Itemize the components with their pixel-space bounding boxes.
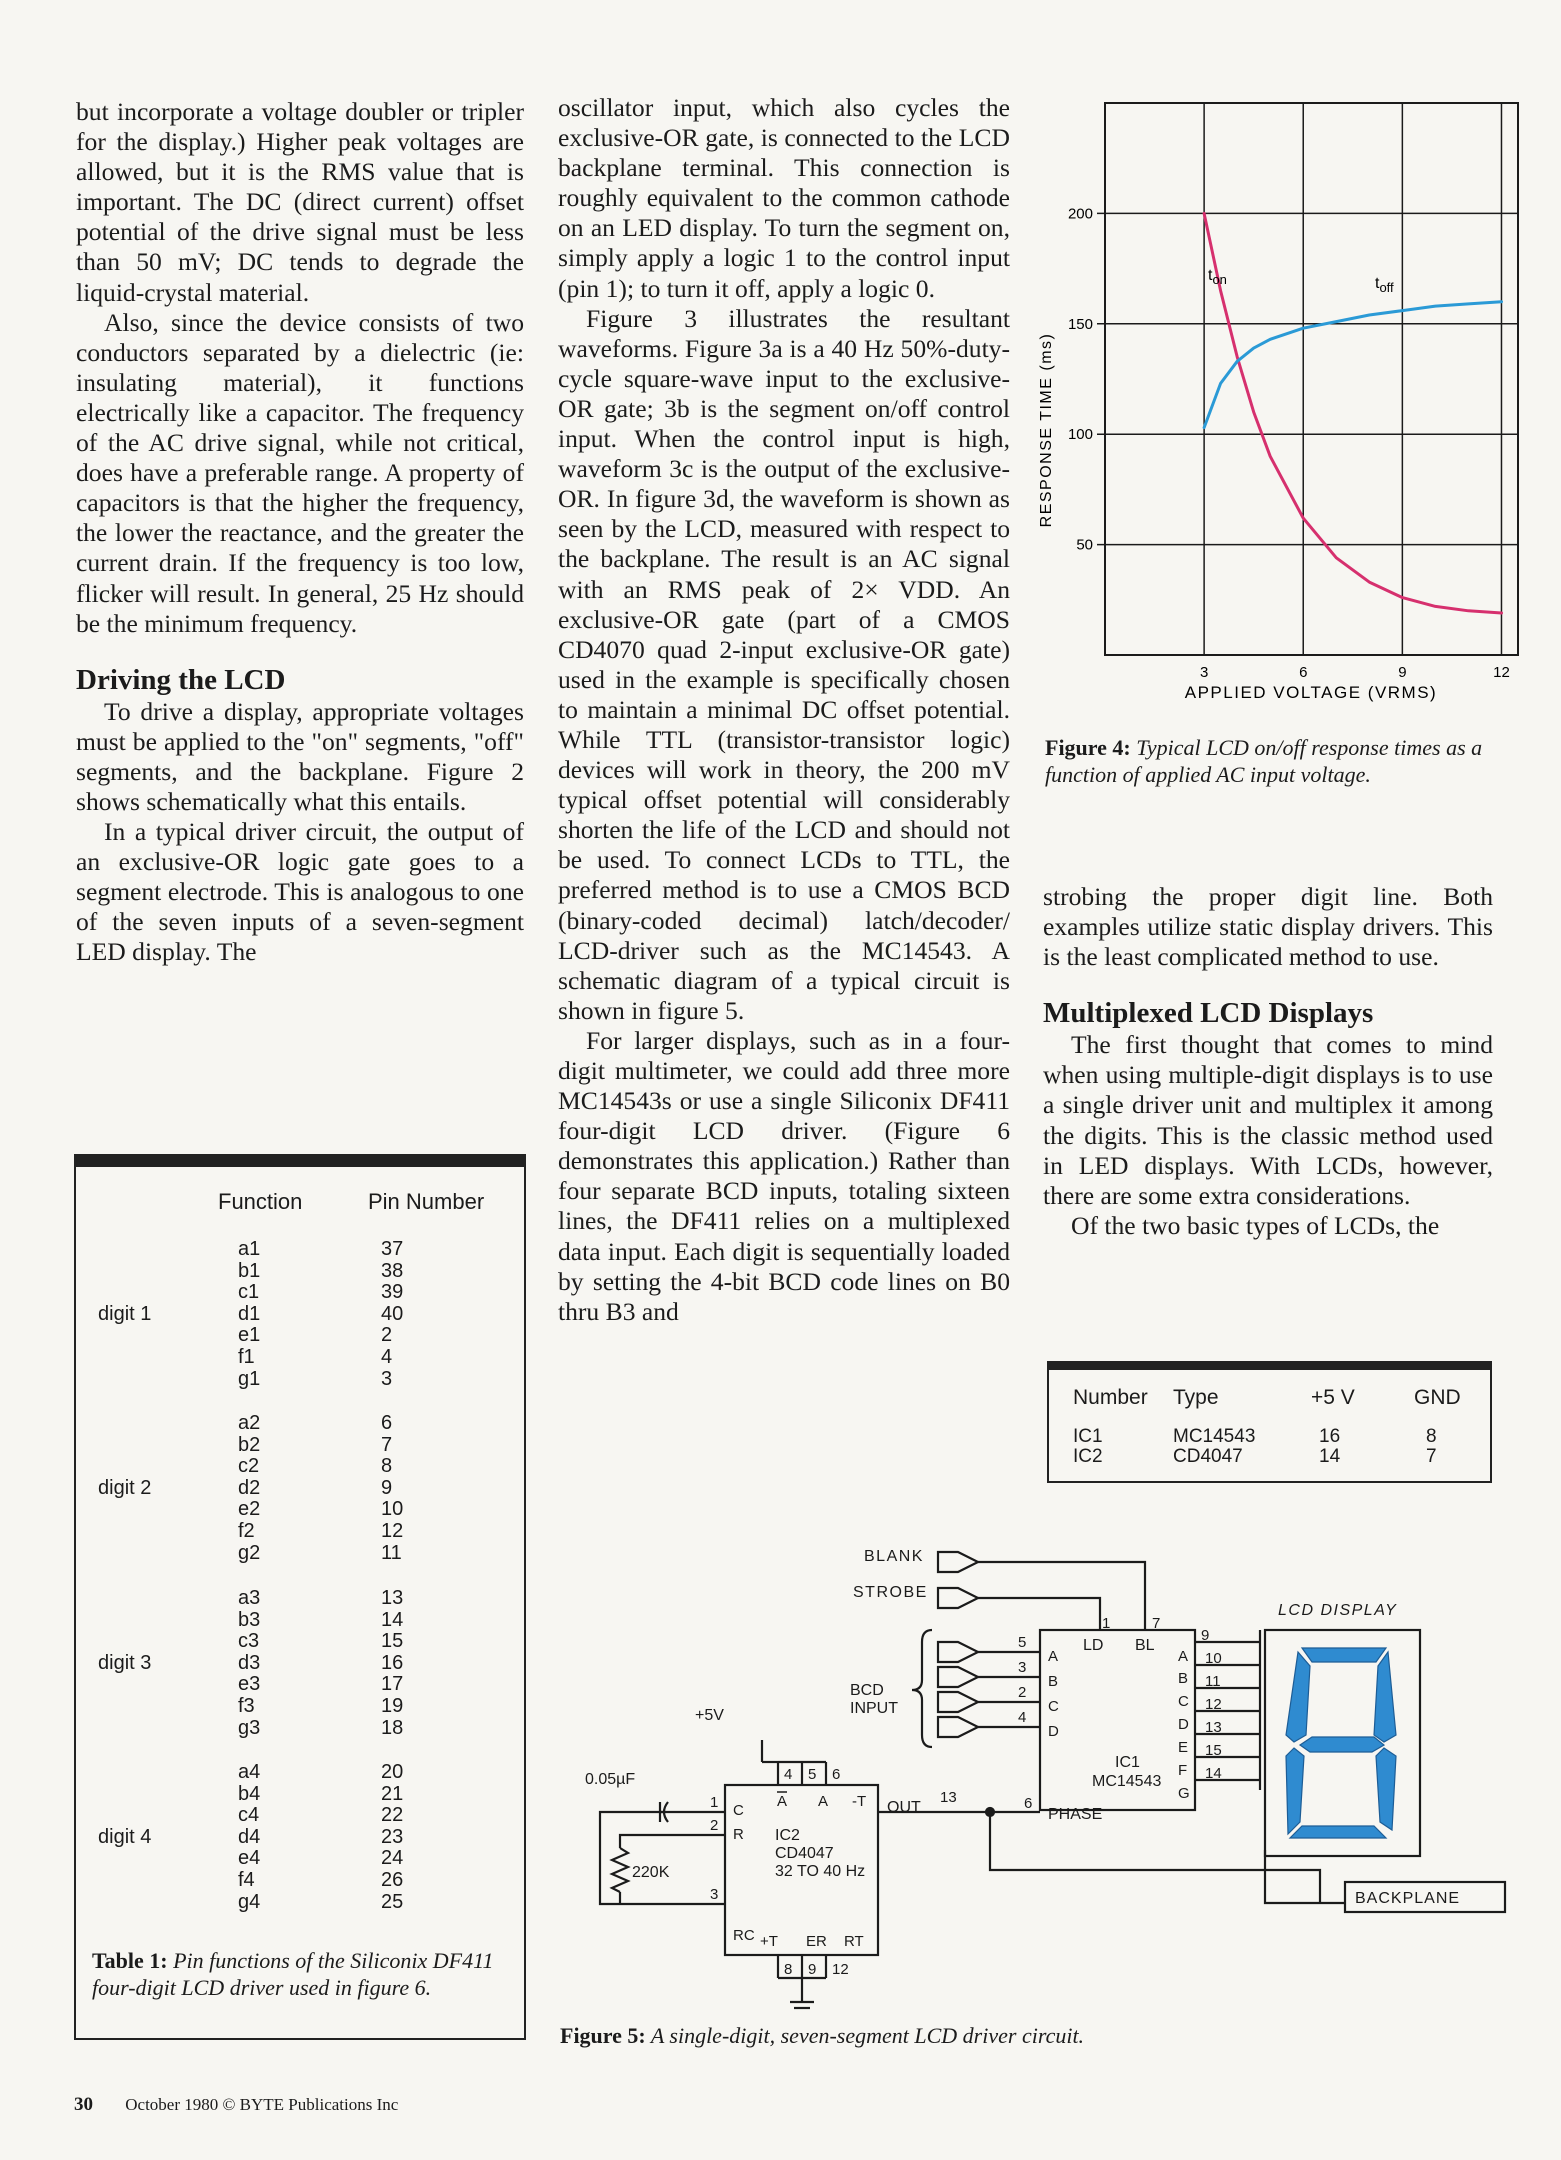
svg-text:D: D [1048,1723,1059,1740]
cap-label: 0.05µF [585,1771,636,1788]
page-footer [74,2094,398,2116]
paragraph: For larger displays, such as in a four-digit multimeter, we could add three more MC14543s or use a single Siliconix DF411 four-digit LCD driver. (Figure 6 demonstrates this application.) Rather than four separate BCD inputs, totaling sixteen lines, the DF411 relies on a multiplexed data input. Each digit is sequentially loaded by setting the 4-bit BCD code lines on B0 thru B3 and [558,1025,1010,1326]
digit-label: digit 2 [98,1476,152,1499]
pin-cell: 18 [381,1716,404,1739]
svg-text:1: 1 [1102,1615,1111,1632]
table2-power-pins [1047,1361,1492,1483]
svg-text:9: 9 [1201,1627,1210,1644]
pin-cell: 6 [381,1412,393,1434]
pin-cell: 22 [381,1804,404,1827]
figure5-caption [560,2022,1360,2049]
paragraph: Of the two basic types of LCDs, the [1071,1210,1440,1240]
svg-text:E: E [1178,1739,1189,1756]
x-axis-label: APPLIED VOLTAGE (VRMS) [1184,683,1438,702]
svg-text:11: 11 [1205,1673,1221,1690]
out-label: OUT [887,1799,921,1816]
table2-cell: IC2 [1073,1446,1103,1467]
svg-text:A: A [1048,1648,1059,1665]
svg-text:D: D [1178,1716,1189,1733]
svg-text:3: 3 [710,1886,719,1903]
paragraph: but incorporate a voltage doubler or tripler for the display.) Higher peak voltages are allowed, but it is the RMS value that is important. The DC (direct current) offset potential of the drive signal must be less than 50 mV; DC tends to degrade the liquid-crystal material. [76,97,524,307]
svg-text:12: 12 [832,1961,849,1978]
function-cell: e3 [238,1673,261,1696]
pin-cell: 26 [381,1869,404,1891]
table2-cell: MC14543 [1173,1426,1256,1447]
svg-text:C: C [1178,1693,1189,1710]
svg-text:B: B [1048,1673,1059,1690]
function-cell: e2 [238,1498,261,1521]
function-cell: c1 [238,1281,260,1304]
pin-cell: 11 [381,1541,402,1564]
function-cell: f2 [238,1520,255,1542]
backplane-label: BACKPLANE [1355,1890,1461,1907]
svg-text:C: C [1048,1698,1059,1715]
ton-label: $t_{on}$ [1208,267,1227,287]
paragraph: oscillator input, which also cycles the exclusive-OR gate, is connected to the LCD backplane terminal. This connection is roughly equivalent to the common cathode on an LED display. To turn the segment on, simply apply a logic 1 to the control input (pin 1); to turn it off, apply a logic 0. [558,93,1010,303]
pin-cell: 21 [381,1782,404,1805]
svg-text:1: 1 [710,1794,719,1811]
svg-text:B: B [1178,1670,1189,1687]
svg-text:C: C [733,1802,744,1819]
ic1-label: IC1 [1115,1754,1140,1771]
column-1 [76,97,524,968]
column-header-pin: Pin Number [368,1189,485,1214]
paragraph: strobing the proper digit line. Both examples utilize static display drivers. This is the least complicated method to use. [1043,882,1493,972]
pin-cell: 40 [381,1302,404,1325]
function-cell: f1 [238,1346,255,1368]
svg-text:RT: RT [844,1933,864,1950]
digit-label: digit 3 [98,1651,152,1674]
paragraph: In a typical driver circuit, the output of an exclusive-OR logic gate goes to a segment electrode. This is analogous to one of the seven inputs of a seven-segment LED display. The [76,817,524,967]
table2-cell: 16 [1319,1426,1341,1447]
function-cell: e4 [238,1847,261,1870]
table2-cell: 14 [1319,1446,1341,1467]
phase-label: PHASE [1048,1806,1103,1823]
pin-cell: 8 [381,1455,393,1478]
svg-text:12: 12 [1205,1696,1222,1713]
table1-caption-text: Pin functions of the Siliconix DF411 four-digit LCD driver used in figure 6. [92,1948,494,2000]
y-tick-label: 100 [1067,426,1093,444]
svg-text:2: 2 [710,1817,719,1834]
plot-frame [1105,103,1518,655]
response-time-chart [1030,95,1510,715]
paragraph: Figure 3 illustrates the resultant waveforms. Figure 3a is a 40 Hz 50%-duty-cycle square-wave input to the exclusive-OR gate; 3b is the segment on/off control input. When the control input is high, waveform 3c is the output of the exclusive-OR. In figure 3d, the waveform is shown as seen by the LCD, measured with respect to the backplane. The result is an AC signal with an RMS peak of 2× VDD. An exclusive-OR gate (part of a CMOS CD4070 quad 2-input exclusive-OR gate) used in the example is specifically chosen to maintain a minimal DC offset potential. While TTL (transistor-transistor logic) devices will work in theory, the 200 mV typical offset potential will considerably shorten the life of the LCD and should not be used. To connect LCDs to TTL, the preferred method is to use a CMOS BCD (binary-coded decimal) latch/decoder/ LCD-driver such as the MC14543. A schematic diagram of a typical circuit is shown in figure 5. [558,303,1010,1025]
svg-text:-T: -T [852,1793,867,1810]
pin-cell: 20 [381,1761,404,1783]
y-tick-label: 50 [1076,536,1093,554]
svg-text:7: 7 [1152,1615,1161,1632]
ld-label: LD [1083,1637,1104,1654]
pin-cell: 13 [381,1587,404,1609]
function-cell: g2 [238,1541,261,1564]
function-cell: a1 [238,1238,261,1260]
header-type: Type [1173,1386,1219,1409]
blank-buffer [938,1552,978,1572]
pin-cell: 19 [381,1695,404,1717]
svg-text:2: 2 [1018,1684,1027,1701]
svg-text:3: 3 [1018,1659,1027,1676]
pin-cell: 24 [381,1847,404,1870]
bcd-buffer-d [938,1717,978,1737]
header-number: Number [1073,1386,1148,1409]
column-header-function: Function [218,1189,303,1214]
resistor-label: 220K [632,1864,670,1881]
column-3 [1043,882,1493,1241]
series-line-ton [1204,213,1501,613]
function-cell: a4 [238,1761,261,1783]
table1-pin-functions [74,1154,526,2040]
pin-cell: 39 [381,1281,404,1304]
svg-text:8: 8 [784,1961,793,1978]
y-tick-label: 200 [1067,205,1093,223]
function-cell: e1 [238,1324,261,1347]
ic1-type: MC14543 [1092,1773,1162,1790]
svg-text:14: 14 [1205,1765,1222,1782]
x-tick-label: 12 [1493,664,1510,681]
ic2-label: IC2 [775,1827,800,1844]
function-cell: f4 [238,1869,255,1891]
x-tick-label: 3 [1199,664,1209,681]
ic2-type: CD4047 [775,1845,834,1862]
function-cell: c3 [238,1630,260,1653]
svg-text:4: 4 [1018,1709,1027,1726]
pin-cell: 9 [381,1476,393,1499]
bcd-buffer-c [938,1692,978,1712]
svg-text:A: A [1178,1648,1189,1665]
pin-cell: 16 [381,1651,404,1674]
lcd-display-label: LCD DISPLAY [1278,1602,1398,1619]
section-heading: Driving the LCD [76,663,286,696]
svg-text:6: 6 [832,1766,841,1783]
ic2-freq: 32 TO 40 Hz [775,1863,866,1880]
function-cell: b3 [238,1608,261,1631]
figure5-caption-text: A single-digit, seven-segment LCD driver circuit. [650,2023,1085,2048]
bcd-label: BCD [850,1682,884,1699]
toff-label: $t_{off}$ [1375,275,1394,295]
strobe-label: STROBE [853,1584,928,1601]
svg-text:6: 6 [1024,1795,1033,1812]
svg-text:9: 9 [808,1961,817,1978]
function-cell: c4 [238,1804,260,1827]
function-cell: d3 [238,1651,261,1674]
function-cell: a3 [238,1587,261,1609]
function-cell: g4 [238,1890,261,1913]
function-cell: b4 [238,1782,261,1805]
function-cell: d4 [238,1825,261,1848]
svg-text:A: A [777,1793,788,1810]
digit-label: digit 4 [98,1825,152,1848]
function-cell: f3 [238,1695,255,1717]
blank-label: BLANK [864,1548,924,1565]
seven-segment-digit [1286,1648,1396,1838]
svg-text:RC: RC [733,1927,755,1944]
header-plus5v: +5 V [1311,1386,1355,1409]
y-tick-label: 150 [1067,315,1093,333]
header-gnd: GND [1414,1386,1461,1409]
paragraph: Also, since the device consists of two conductors separated by a dielectric (ie: insulating material), it functions electrically like a capacitor. The frequency of the AC drive signal, while not critical, does have a preferable range. A property of capacitors is that the higher the frequency, the lower the reactance, and the greater the current drain. If the frequency is too low, flicker will result. In general, 25 Hz should be the minimum frequency. [76,307,524,638]
footer-text: October 1980 © BYTE Publications Inc [125,2095,399,2114]
svg-text:13: 13 [940,1789,957,1806]
figure4-label: Figure 4: [1045,735,1131,760]
pin-cell: 10 [381,1498,404,1521]
section-heading: Multiplexed LCD Displays [1043,997,1374,1030]
function-cell: b2 [238,1433,261,1456]
column-2 [558,93,1010,1327]
pin-cell: 38 [381,1259,404,1282]
pin-cell: 17 [381,1673,404,1696]
pin-cell: 14 [381,1608,404,1631]
paragraph: The first thought that comes to mind when using multiple-digit displays is to use a single driver unit and multiplex it among the digits. This is the classic method used in LED displays. With LCDs, however, there are some extra considerations. [1043,1030,1493,1210]
svg-text:G: G [1178,1785,1190,1802]
input-label: INPUT [850,1700,898,1717]
table2-cell: IC1 [1073,1426,1103,1447]
pin-cell: 7 [381,1433,393,1456]
bcd-buffer-b [938,1667,978,1687]
svg-text:4: 4 [784,1766,793,1783]
function-cell: c2 [238,1455,260,1478]
figure5-label: Figure 5: [560,2023,646,2048]
function-cell: g3 [238,1716,261,1739]
strobe-buffer [938,1588,978,1608]
function-cell: g1 [238,1367,261,1390]
pin-cell: 25 [381,1890,404,1913]
pin-cell: 3 [381,1367,393,1390]
svg-text:ER: ER [806,1933,827,1950]
svg-text:R: R [733,1826,744,1843]
svg-text:F: F [1178,1762,1188,1779]
figure4-caption-text: Typical LCD on/off response times as a function of applied AC input voltage. [1045,735,1483,787]
x-tick-label: 6 [1299,664,1308,681]
figure4-caption [1045,734,1495,788]
table2-cell: CD4047 [1173,1446,1243,1467]
table2-cell: 7 [1426,1446,1437,1467]
pin-cell: 4 [381,1346,393,1368]
x-tick-label: 9 [1398,664,1407,681]
page-number: 30 [74,2094,93,2115]
bl-label: BL [1135,1637,1155,1654]
pin-cell: 37 [381,1238,404,1260]
plus5v-label: +5V [695,1707,724,1724]
svg-text:5: 5 [1018,1634,1027,1651]
function-cell: d2 [238,1476,261,1499]
pin-cell: 2 [381,1324,393,1347]
table1-caption [92,1947,510,2001]
resistor [612,1848,628,1892]
pin-cell: 12 [381,1520,404,1542]
series-line-toff [1204,302,1501,428]
pin-cell: 15 [381,1630,404,1653]
svg-text:5: 5 [808,1766,817,1783]
svg-text:15: 15 [1205,1742,1222,1759]
y-axis-label: RESPONSE TIME (ms) [1038,332,1055,528]
function-cell: d1 [238,1302,261,1325]
svg-text:13: 13 [1205,1719,1222,1736]
svg-text:10: 10 [1205,1650,1222,1667]
digit-label: digit 1 [98,1302,152,1325]
table1-label: Table 1: [92,1948,168,1973]
function-cell: a2 [238,1412,261,1434]
function-cell: b1 [238,1259,261,1282]
paragraph: To drive a display, appropriate voltages must be applied to the "on" segments, "off" segments, and the backplane. Figure 2 shows schematically what this entails. [76,696,524,816]
table2-cell: 8 [1426,1426,1437,1447]
svg-text:A: A [818,1793,829,1810]
bcd-buffer-a [938,1642,978,1662]
svg-text:+T: +T [760,1933,778,1950]
pin-cell: 23 [381,1825,404,1848]
